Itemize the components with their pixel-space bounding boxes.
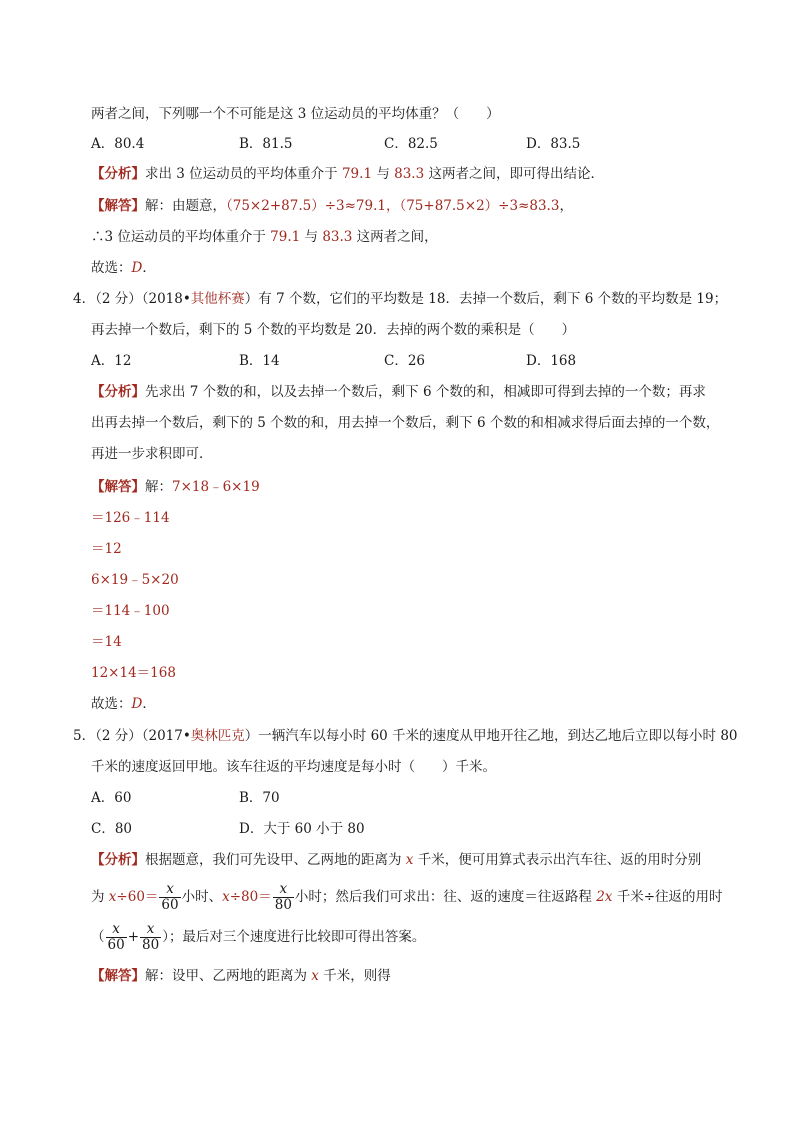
q4-step-6: ＝14 <box>91 634 122 650</box>
q4-option-a: A．12 <box>91 353 132 369</box>
q4-step-2: ＝126﹣114 <box>91 510 170 526</box>
q4-answer: 【解答】解：7×18﹣6×19 <box>91 479 260 495</box>
q3-choose: 故选：D． <box>91 260 156 276</box>
q5-option-c: C．80 <box>91 821 133 837</box>
q4-step-5: ＝114﹣100 <box>91 603 170 619</box>
answer-tag: 【解答】 <box>91 968 145 984</box>
q5-analysis-line2: 为 x÷60＝ $\frac{x}{60}$ 小时、x÷80＝ $\frac{x}{80}$ 小时；然后我们可求出：往、返的速度＝往返路程 2x 千米÷往返的用时 <box>91 881 723 913</box>
q5-analysis-line1: 【分析】根据题意，我们可先设甲、乙两地的距离为 x 千米，便可用算式表示出汽车往、返的用时分别 <box>91 852 702 868</box>
fraction-x-over-60: $\frac{x}{60}$ <box>161 881 179 913</box>
q3-analysis: 【分析】求出 3 位运动员的平均体重介于 79.1 与 83.3 这两者之间，即可得出结论． <box>91 166 604 182</box>
q4-stem-line1: 4．（2 分）（2018•其他杯赛）有 7 个数，它们的平均数是 18．去掉一个数后，剩下 6 个数的平均数是 19； <box>73 291 728 307</box>
q4-source: 其他杯赛 <box>190 291 245 307</box>
q5-stem-line1: 5．（2 分）（2017•奥林匹克）一辆汽车以每小时 60 千米的速度从甲地开往乙地，到达乙地后立即以每小时 80 <box>73 728 738 744</box>
q5-option-b: B．70 <box>239 790 280 806</box>
q4-step-7: 12×14＝168 <box>91 665 176 681</box>
fraction-x-over-80: $\frac{x}{80}$ <box>274 881 292 913</box>
q3-option-a: A．80.4 <box>91 136 145 152</box>
q5-option-d: D．大于 60 小于 80 <box>239 821 365 837</box>
q5-source: 奥林匹克 <box>190 728 245 744</box>
q4-analysis-line3: 再进一步求积即可． <box>91 446 213 462</box>
q4-option-c: C．26 <box>384 353 426 369</box>
q5-number: 5． <box>73 728 96 744</box>
q4-choose: 故选：D． <box>91 696 156 712</box>
q3-answer: 【解答】解：由题意，（75×2+87.5）÷3≈79.1，（75+87.5×2）÷3≈83.3， <box>91 198 573 214</box>
q3-option-d: D．83.5 <box>526 136 581 152</box>
fraction-x-over-60: $\frac{x}{60}$ <box>107 921 125 953</box>
q3-option-c: C．82.5 <box>384 136 438 152</box>
q5-stem-line2: 千米的速度返回甲地。该车往返的平均速度是每小时（ ）千米。 <box>91 759 496 775</box>
answer-tag: 【解答】 <box>91 479 145 495</box>
q5-answer: 【解答】解：设甲、乙两地的距离为 x 千米，则得 <box>91 968 391 984</box>
q4-stem-line2: 再去掉一个数后，剩下的 5 个数的平均数是 20．去掉的两个数的乘积是（ ） <box>91 322 576 338</box>
q3-answer-line2: ∴3 位运动员的平均体重介于 79.1 与 83.3 这两者之间， <box>91 229 438 245</box>
q3-stem-tail: 两者之间，下列哪一个不可能是这 3 位运动员的平均体重？（ ） <box>91 106 500 122</box>
q4-analysis-line2: 出再去掉一个数后，剩下的 5 个数的和，用去掉一个数后，剩下 6 个数的和相减求得后面去掉的一个数， <box>91 415 720 431</box>
fraction-x-over-80: $\frac{x}{80}$ <box>142 921 160 953</box>
q4-step-4: 6×19﹣5×20 <box>91 572 179 588</box>
q4-number: 4． <box>73 291 96 307</box>
analysis-tag: 【分析】 <box>91 384 145 400</box>
analysis-tag: 【分析】 <box>91 852 145 868</box>
q4-option-b: B．14 <box>239 353 280 369</box>
q4-step-3: ＝12 <box>91 541 122 557</box>
analysis-tag: 【分析】 <box>91 166 145 182</box>
q4-analysis-line1: 【分析】先求出 7 个数的和，以及去掉一个数后，剩下 6 个数的和，相减即可得到去掉的一个数；再求 <box>91 384 706 400</box>
q5-analysis-line3: （ $\frac{x}{60}$ + $\frac{x}{80}$ ）；最后对三个速度进行比较即可得出答案。 <box>91 921 426 953</box>
q5-option-a: A．60 <box>91 790 132 806</box>
q4-option-d: D．168 <box>526 353 577 369</box>
answer-tag: 【解答】 <box>91 198 145 214</box>
q3-option-b: B．81.5 <box>239 136 293 152</box>
